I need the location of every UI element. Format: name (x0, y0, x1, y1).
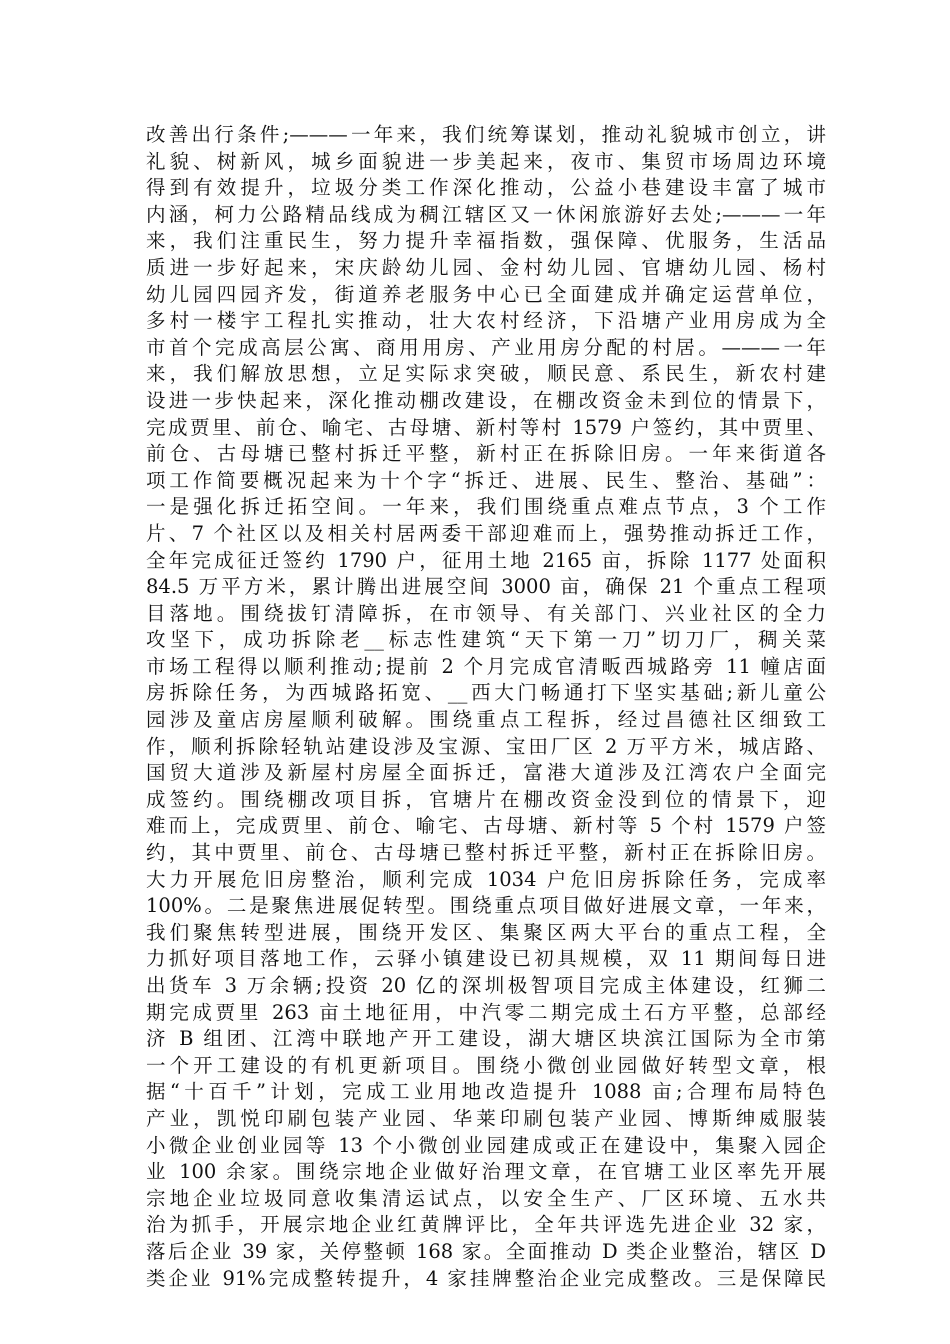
text-line: 小微企业创业园等 13 个小微创业园建成或正在建设中，集聚入园企 (146, 1133, 826, 1157)
text-line: 内涵，柯力公路精品线成为稠江辖区又一休闲旅游好去处;———一年 (146, 202, 826, 226)
text-line: 期完成贾里 263 亩土地征用，中汽零二期完成土石方平整，总部经 (146, 1000, 826, 1024)
text-line: 力抓好项目落地工作，云驿小镇建设已初具规模，双 11 期间每日进 (146, 947, 826, 971)
text-line: 园涉及童店房屋顺利破解。围绕重点工程拆，经过昌德社区细致工 (146, 708, 826, 732)
text-line: 84.5 万平方米，累计腾出进展空间 3000 亩，确保 21 个重点工程项 (146, 575, 826, 599)
text-line: 据“十百千”计划，完成工业用地改造提升 1088 亩;合理布局特色 (146, 1080, 826, 1104)
text-line: 100%。二是聚焦进展促转型。围绕重点项目做好进展文章，一年来， (146, 894, 826, 918)
text-line: 得到有效提升，垃圾分类工作深化推动，公益小巷建设丰富了城市 (146, 176, 826, 200)
text-line: 来，我们解放思想，立足实际求突破，顺民意、系民生，新农村建 (146, 362, 826, 386)
text-line: 质进一步好起来，宋庆龄幼儿园、金村幼儿园、官塘幼儿园、杨村 (146, 255, 826, 279)
text-line: 目落地。围绕拔钉清障拆，在市领导、有关部门、兴业社区的全力 (146, 601, 826, 625)
text-line: 难而上，完成贾里、前仓、喻宅、古母塘、新村等 5 个村 1579 户签 (146, 814, 826, 838)
text-line: 作，顺利拆除轻轨站建设涉及宝源、宝田厂区 2 万平方米，城店路、 (146, 734, 826, 758)
text-line: 改善出行条件;———一年来，我们统筹谋划，推动礼貌城市创立，讲 (146, 123, 826, 146)
text-line: 治为抓手，开展宗地企业红黄牌评比，全年共评选先进企业 32 家， (146, 1213, 826, 1237)
text-line: 出货车 3 万余辆;投资 20 亿的深圳极智项目完成主体建设，红狮二 (146, 974, 826, 997)
text-line: 市首个完成高层公寓、商用用房、产业用房分配的村居。———一年 (146, 335, 826, 359)
text-line: 我们聚焦转型进展，围绕开发区、集聚区两大平台的重点工程，全 (146, 920, 826, 944)
text-line: 多村一楼宇工程扎实推动，壮大农村经济，下沿塘产业用房成为全 (146, 309, 826, 333)
text-line: 攻坚下，成功拆除老__标志性建筑“天下第一刀”切刀厂，稠关菜 (146, 628, 826, 652)
text-line: 一是强化拆迁拓空间。一年来，我们围绕重点难点节点，3 个工作 (146, 495, 826, 519)
text-line: 完成贾里、前仓、喻宅、古母塘、新村等村 1579 户签约，其中贾里、 (146, 415, 826, 439)
text-line: 一个开工建设的有机更新项目。围绕小微创业园做好转型文章，根 (146, 1053, 826, 1077)
text-line: 济 B 组团、江湾中联地产开工建设，湖大塘区块滨江国际为全市第 (146, 1027, 826, 1051)
text-line: 来，我们注重民生，努力提升幸福指数，强保障、优服务，生活品 (146, 229, 826, 253)
text-line: 产业，凯悦印刷包装产业园、华莱印刷包装产业园、博斯绅威服装 (146, 1106, 826, 1130)
text-line: 前仓、古母塘已整村拆迁平整，新村正在拆除旧房。一年来街道各 (146, 442, 826, 466)
text-line: 礼貌、树新风，城乡面貌进一步美起来，夜市、集贸市场周边环境 (146, 149, 826, 173)
text-line: 设进一步快起来，深化推动棚改建设，在棚改资金未到位的情景下， (146, 388, 826, 412)
text-line: 约，其中贾里、前仓、古母塘已整村拆迁平整，新村正在拆除旧房。 (146, 841, 826, 865)
text-line: 全年完成征迁签约 1790 户，征用土地 2165 亩，拆除 1177 处面积 (146, 548, 826, 572)
text-line: 业 100 余家。围绕宗地企业做好治理文章，在官塘工业区率先开展 (146, 1160, 826, 1184)
text-line: 大力开展危旧房整治，顺利完成 1034 户危旧房拆除任务，完成率 (146, 867, 826, 891)
text-line: 市场工程得以顺利推动;提前 2 个月完成官清畈西城路旁 11 幢店面 (146, 654, 826, 678)
body-paragraph (146, 122, 826, 1292)
text-line: 幼儿园四园齐发，街道养老服务中心已全面建成并确定运营单位， (146, 282, 826, 306)
text-line: 国贸大道涉及新屋村房屋全面拆迁，富港大道涉及江湾农户全面完 (146, 761, 826, 785)
text-line: 落后企业 39 家，关停整顿 168 家。全面推动 D 类企业整治，辖区 D (146, 1239, 826, 1263)
text-line: 项工作简要概况起来为十个字“拆迁、进展、民生、整治、基础”： (146, 468, 826, 492)
text-line: 类企业 91%完成整转提升，4 家挂牌整治企业完成整改。三是保障民 (146, 1266, 826, 1290)
text-line: 宗地企业垃圾同意收集清运试点，以安全生产、厂区环境、五水共 (146, 1186, 826, 1210)
text-line: 片、7 个社区以及相关村居两委干部迎难而上，强势推动拆迁工作， (146, 521, 826, 545)
text-line: 房拆除任务，为西城路拓宽、__西大门畅通打下坚实基础;新儿童公 (146, 681, 826, 705)
text-line: 成签约。围绕棚改项目拆，官塘片在棚改资金没到位的情景下，迎 (146, 787, 826, 811)
